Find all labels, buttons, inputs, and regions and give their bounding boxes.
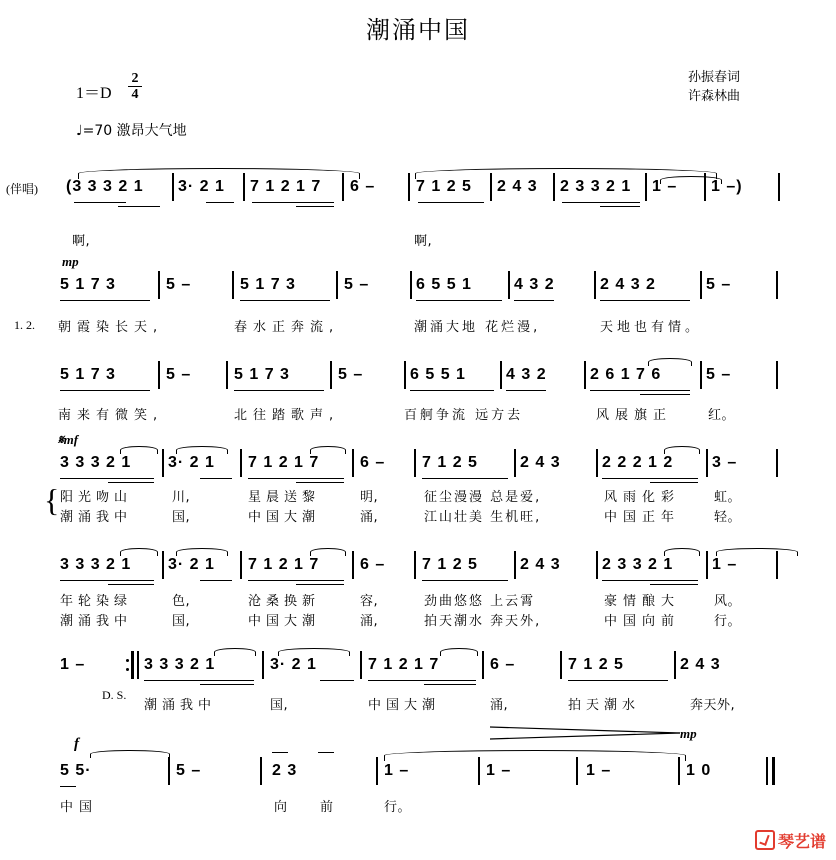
lyric: 风。 [714,594,742,609]
lyric: 年轮染绿 [60,594,133,609]
lyric: 行。 [384,800,412,815]
composer: 许森林曲 [688,89,741,104]
barline [172,173,174,201]
barline [700,361,702,389]
barline [576,757,578,785]
lyric: 天地也有情。 [600,320,703,335]
slur [176,446,228,454]
lyric: 奔天外, [690,698,736,713]
slur [648,358,692,366]
underline-beam [60,786,76,787]
measure: 1 – [60,656,86,673]
underline-beam [144,680,254,681]
measure: 5 5· [60,762,92,779]
measure: 2 3 3 2 1 [602,556,674,573]
lyric: 沧桑换新 [248,594,321,609]
page-title: 潮涌中国 [366,16,470,44]
tie [90,750,170,758]
barline [514,551,516,579]
underline-beam [252,202,334,203]
lyric: 潮涌我中 [60,510,133,525]
measure: 6 – [350,178,376,195]
barline [162,449,164,477]
lyric: 劲曲悠悠 上云霄 [424,594,536,609]
underline-beam [60,580,154,581]
measure: 2 4 3 [497,178,538,195]
logo-icon [755,830,775,850]
slur [278,648,350,656]
measure: 2 6 1 7 6 [590,366,662,383]
measure: 2 4 3 [520,454,561,471]
lyric: 明, [360,490,379,505]
slur [120,548,158,556]
barline [514,449,516,477]
lyric: 川, [172,490,191,505]
barline [584,361,586,389]
underline-beam [60,300,150,301]
tie [384,750,686,761]
slur [664,548,700,556]
measure: 3· 2 1 [270,656,317,673]
lyric: 北往踏歌声, [234,408,340,423]
decrescendo-hairpin [490,726,680,740]
underline-beam [118,206,160,207]
measure: 5 1 7 3 [234,366,290,383]
measure: 3 3 3 2 1 [60,454,132,471]
barline [778,173,780,201]
barline [360,651,362,679]
measure: 5 – [338,366,364,383]
barline [376,757,378,785]
underline-beam [108,482,154,483]
underline-beam [248,580,344,581]
verse-brace: { [44,482,60,518]
measure: 1 –) [711,178,743,195]
underline-beam [200,580,232,581]
underline-beam [418,202,484,203]
measure: 3 – [712,454,738,471]
slur [176,548,228,556]
lyric: 啊, [414,234,433,249]
lyric: 行。 [714,614,742,629]
measure: 7 1 2 5 [422,556,478,573]
repeat-dot [126,668,129,671]
lyric: 涌, [360,614,379,629]
tenuto-mark [318,752,334,753]
tie [716,548,798,556]
lyric: 涌, [490,698,509,713]
time-signature [128,72,142,101]
measure: 3· 2 1 [178,178,225,195]
measure: 5 1 7 3 [60,276,116,293]
measure: 1 – [712,556,738,573]
measure: 6 – [360,454,386,471]
lyric: 容, [360,594,379,609]
measure: 5 – [166,276,192,293]
measure: 2 2 2 1 2 [602,454,674,471]
underline-beam [410,390,494,391]
final-barline-thick [772,757,775,785]
barline [336,271,338,299]
lyric: 阳光吻山 [60,490,133,505]
underline-beam [650,584,698,585]
underline-beam [200,478,232,479]
lyric: 国, [270,698,289,713]
lyric: 中国正年 [604,510,681,525]
measure: 6 5 5 1 [416,276,472,293]
underline-beam [296,206,334,207]
measure: 7 1 2 5 [568,656,624,673]
underline-beam [424,684,476,685]
lyric: 豪情酿大 [604,594,681,609]
barline [482,651,484,679]
measure: 7 1 2 1 7 [248,454,320,471]
underline-beam [568,680,668,681]
credits [688,68,740,106]
barline [414,449,416,477]
measure: 3· 2 1 [168,556,215,573]
barline [168,757,170,785]
slur [664,446,700,454]
lyric: 春水正奔流, [234,320,340,335]
barline [478,757,480,785]
underline-beam [602,478,698,479]
watermark-text: 琴艺谱 [777,832,826,851]
barline [408,173,410,201]
barline [674,651,676,679]
measure: 2 3 3 2 1 [560,178,632,195]
lyric: 拍天潮水 [568,698,641,713]
lyric: 中国大潮 [248,614,321,629]
lyric: 色, [172,594,191,609]
barline [342,173,344,201]
barline [352,449,354,477]
tenuto-mark [272,752,288,753]
lyric: 涌, [360,510,379,525]
underline-beam [296,584,344,585]
measure: 5 – [166,366,192,383]
lyric: 江山壮美 生机旺, [424,510,542,525]
lyric: 中国大潮 [368,698,441,713]
barline [243,173,245,201]
barline [553,173,555,201]
barline [162,551,164,579]
time-signature-top: 2 [131,71,139,86]
measure: 5 – [706,366,732,383]
dal-segno-label: D. S. [102,688,127,702]
barline [500,361,502,389]
lyric: 风雨化彩 [604,490,681,505]
underline-beam [200,684,254,685]
measure: 2 4 3 [680,656,721,673]
lyric: 中国大潮 [248,510,321,525]
lyric: 南来有微笑, [58,408,164,423]
barline [414,551,416,579]
measure: 1 0 [686,762,712,779]
measure: 7 1 2 1 7 [250,178,322,195]
measure: 5 – [176,762,202,779]
barline [490,173,492,201]
underline-beam [514,300,554,301]
measure: 7 1 2 1 7 [368,656,440,673]
lyric: 国, [172,510,191,525]
slur [440,648,478,656]
underline-beam [296,482,344,483]
lyric: 星晨送黎 [248,490,321,505]
barline [645,173,647,201]
underline-beam [206,202,234,203]
measure: 7 1 2 1 7 [248,556,320,573]
verse-number: 1. 2. [14,318,35,332]
tempo-marking: ♩=70 激昂大气地 [76,123,187,139]
measure: 4 3 2 [514,276,555,293]
measure: 1 – [586,762,612,779]
measure: 3 3 3 2 1 [144,656,216,673]
underline-beam [602,580,698,581]
barline [706,551,708,579]
lyric: 啊, [72,234,91,249]
barline [594,271,596,299]
barline [330,361,332,389]
underline-beam [74,202,126,203]
barline [560,651,562,679]
underline-beam [650,482,698,483]
segno-mf-mark: 𝄋mf [58,432,79,447]
slur [214,648,256,656]
underline-beam [416,300,502,301]
barline [262,651,264,679]
key-signature: 1＝D [76,85,112,102]
measure: (3 3 3 2 1 [66,178,144,195]
repeat-dot [126,659,129,662]
underline-beam [240,300,330,301]
underline-beam [60,478,154,479]
measure: 4 3 2 [506,366,547,383]
lyric: 虹。 [714,490,742,505]
barline [700,271,702,299]
underline-beam [562,202,640,203]
measure: 6 – [490,656,516,673]
measure: 6 – [360,556,386,573]
lyric: 向 [274,800,288,815]
dynamic-mark: f [74,736,79,752]
measure: 7 1 2 5 [422,454,478,471]
measure: 5 – [706,276,732,293]
underline-beam [422,478,508,479]
lyric: 朝霞染长天, [58,320,164,335]
measure: 3· 2 1 [168,454,215,471]
lyric: 轻。 [714,510,742,525]
underline-beam [248,478,344,479]
barline [158,271,160,299]
lyricist: 孙振春词 [688,70,741,85]
underline-beam [590,390,690,391]
measure: 5 1 7 3 [60,366,116,383]
slur [310,548,346,556]
lyric: 中国 [60,800,99,815]
measure: 5 – [344,276,370,293]
lyric: 红。 [708,408,736,423]
watermark-logo [755,829,826,852]
barline [137,651,139,679]
lyric: 拍天潮水 奔天外, [424,614,542,629]
slur [120,446,158,454]
underline-beam [320,680,354,681]
dynamic-mark: mp [680,726,697,741]
measure: 2 4 3 2 [600,276,656,293]
underline-beam [422,580,508,581]
lyric: 征尘漫漫 总是爱, [424,490,542,505]
measure: 2 3 [272,762,298,779]
barline [706,449,708,477]
dynamic-mark: mp [62,254,79,269]
lyric: 前 [320,800,334,815]
lyric: 潮涌我中 [144,698,217,713]
measure: 1 – [652,178,678,195]
underline-beam [108,584,154,585]
measure: 1 – [486,762,512,779]
barline [240,449,242,477]
measure: 5 1 7 3 [240,276,296,293]
measure: 1 – [384,762,410,779]
final-barline [766,757,768,785]
underline-beam [368,680,476,681]
barline [404,361,406,389]
measure: 6 5 5 1 [410,366,466,383]
underline-beam [600,206,640,207]
lyric: 国, [172,614,191,629]
tie [660,176,722,184]
measure: 7 1 2 5 [416,178,472,195]
underline-beam [600,300,690,301]
slur [310,446,346,454]
barline [232,271,234,299]
barline [678,757,680,785]
lyric: 百舸争流 远方去 [404,408,524,423]
lyric: 潮涌我中 [60,614,133,629]
barline [158,361,160,389]
underline-beam [640,394,690,395]
barline [352,551,354,579]
barline [776,361,778,389]
lyric: 潮涌大地 花烂漫, [414,320,541,335]
accompaniment-label: (伴唱) [6,182,38,196]
underline-beam [60,390,150,391]
time-signature-bottom: 4 [131,87,139,102]
barline [596,449,598,477]
barline [226,361,228,389]
barline [240,551,242,579]
lyric: 中国向前 [604,614,681,629]
barline [410,271,412,299]
lyric: 风展旗正 [596,408,673,423]
underline-beam [506,390,546,391]
repeat-barline [131,651,134,679]
underline-beam [234,390,324,391]
measure: 3 3 3 2 1 [60,556,132,573]
barline [508,271,510,299]
measure: 2 4 3 [520,556,561,573]
barline [776,449,778,477]
barline [776,271,778,299]
barline [596,551,598,579]
barline [260,757,262,785]
